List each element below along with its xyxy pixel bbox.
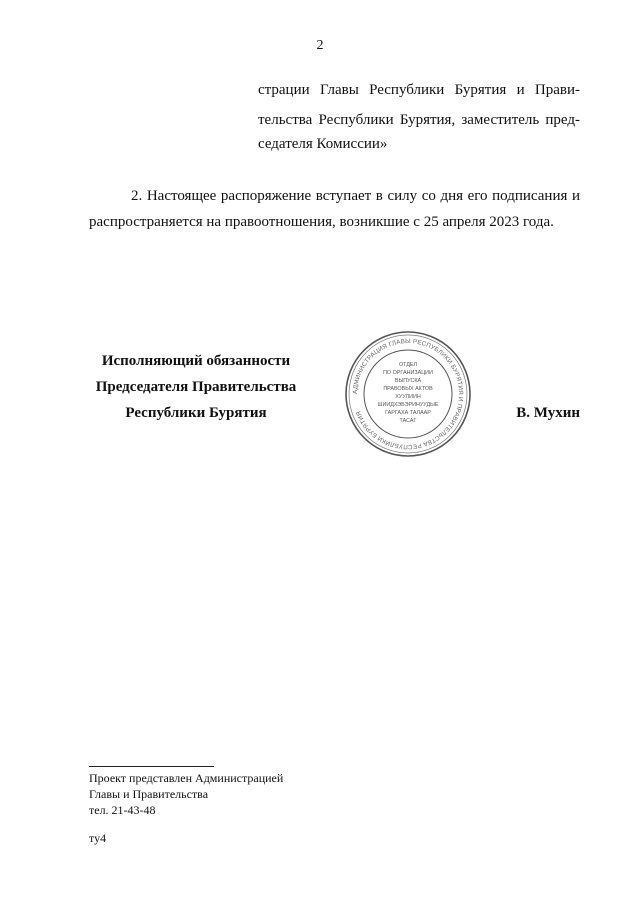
- seal-inner-line: ГАРГАХА ТАЛААР: [385, 410, 431, 416]
- continuation-line-2: тельства Республики Бурятия, заместитель пред-: [258, 112, 580, 128]
- seal-inner-line: ТАСАГ: [399, 418, 417, 424]
- signer-name: В. Мухин: [516, 405, 580, 421]
- seal-outer-text: АДМИНИСТРАЦИЯ ГЛАВЫ РЕСПУБЛИКИ БУРЯТИЯ И ПРАВИТЕЛЬСТВА РЕСПУБЛИКИ БУРЯТИЯ: [351, 337, 465, 451]
- page-number: 2: [316, 38, 324, 53]
- footnote-line-1: Проект представлен Администрацией: [89, 771, 284, 785]
- document-code: ту4: [89, 831, 107, 845]
- official-seal: [344, 330, 472, 458]
- paragraph-line-1: 2. Настоящее распоряжение вступает в силу со дня его подписания и: [131, 188, 580, 204]
- footnote-line-2: Главы и Правительства: [89, 787, 209, 801]
- signature-position-line-1: Исполняющий обязанности: [101, 353, 291, 369]
- signature-position-line-2: Председателя Правительства: [95, 379, 297, 395]
- signature-position-line-3: Республики Бурятия: [125, 405, 267, 421]
- paragraph-line-2: распространяется на правоотношения, возникшие с 25 апреля 2023 года.: [89, 214, 554, 230]
- seal-inner-line: ОТДЕЛ: [398, 362, 418, 368]
- continuation-line-1: страции Главы Республики Бурятия и Прави-: [258, 82, 580, 98]
- seal-inner-line: ПО ОРГАНИЗАЦИИ: [383, 370, 433, 376]
- footnote-line-3: тел. 21-43-48: [89, 803, 156, 817]
- seal-inner-line: ПРАВОВЫХ АКТОВ: [383, 386, 433, 392]
- seal-inner-line: ХУУЛИИН: [395, 394, 421, 400]
- continuation-line-3: седателя Комиссии»: [258, 136, 388, 152]
- seal-inner-line: ШИИДХЭБЭРИНУУДЫЕ: [377, 402, 439, 408]
- footnote-divider: [89, 766, 214, 767]
- seal-inner-line: ВЫПУСКА: [394, 378, 422, 384]
